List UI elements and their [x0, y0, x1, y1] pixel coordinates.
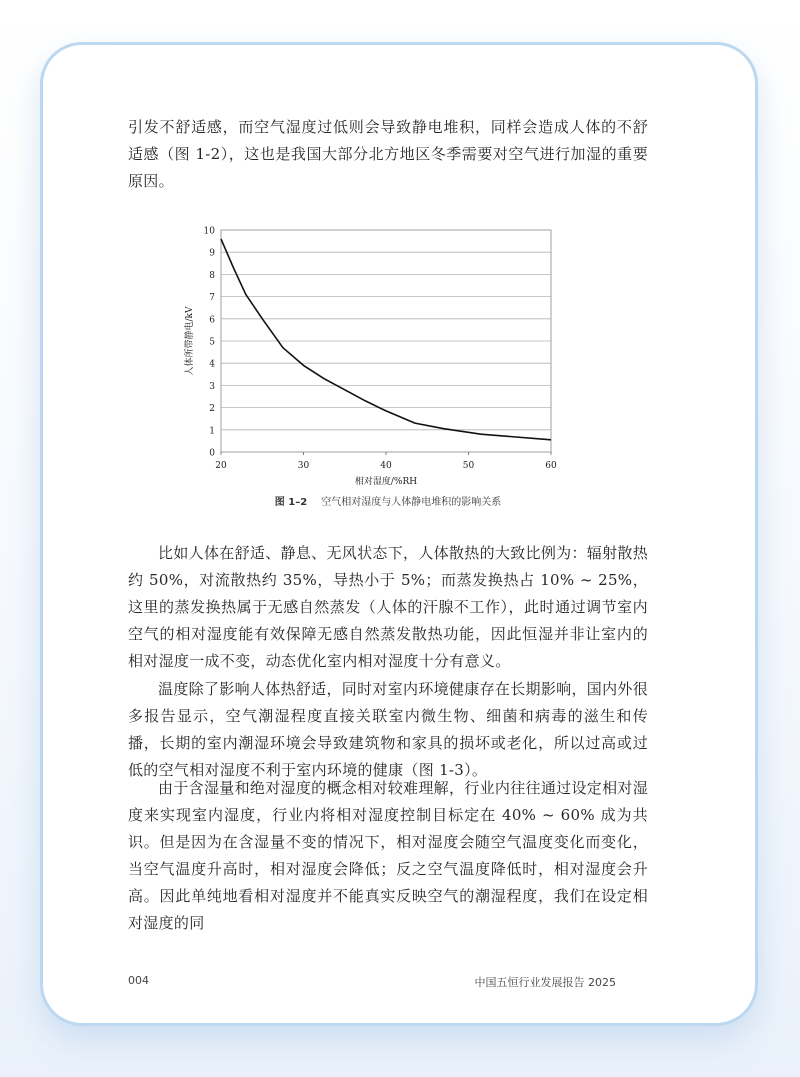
- x-tick-label-50: 50: [462, 461, 475, 471]
- paragraph-3: 温度除了影响人体热舒适，同时对室内环境健康存在长期影响，国内外很多报告显示，空气潮湿程度直接关联室内微生物、细菌和病毒的滋生和传播，长期的室内潮湿环境会导致建筑物和家具的损坏或老化，所以过高或过低的空气相对湿度不利于室内环境的健康（图 1-3）。: [128, 680, 648, 779]
- report-title: 中国五恒行业发展报告 2025: [474, 976, 616, 989]
- y-tick-label-10: 10: [203, 226, 215, 237]
- caption-number: 图 1–2: [274, 497, 308, 508]
- y-tick-label-8: 8: [209, 270, 215, 281]
- page-number: 004: [128, 974, 149, 987]
- x-tick-label-60: 60: [545, 461, 557, 471]
- figure-caption: [128, 493, 648, 508]
- y-axis-label: 人体所带静电/kV: [185, 306, 195, 376]
- y-tick-label-5: 5: [209, 337, 215, 348]
- figure-1-2: [180, 218, 580, 498]
- humidity-static-chart: [180, 218, 580, 498]
- paragraph-4: 由于含湿量和绝对湿度的概念相对较难理解，行业内往往通过设定相对湿度来实现室内湿度，行业内将相对湿度控制目标定在 40% ~ 60% 成为共识。但是因为在含湿量不变的情况下，相对湿度会随空气温度变化而变化，当空气温度升高时，相对湿度会降低；反之空气温度降低时，相对湿度会升高。因此单纯地看相对湿度并不能真实反映空气的潮湿程度，我们在设定相对湿度的同: [128, 779, 648, 932]
- y-tick-label-0: 0: [209, 448, 215, 459]
- y-tick-label-3: 3: [209, 381, 215, 392]
- caption-text: 空气相对湿度与人体静电堆积的影响关系: [321, 497, 502, 508]
- x-tick-label-40: 40: [380, 461, 392, 471]
- y-tick-label-7: 7: [209, 293, 215, 304]
- x-axis-label: 相对湿度/%RH: [354, 477, 418, 487]
- x-tick-label-20: 20: [215, 461, 227, 471]
- x-tick-label-30: 30: [297, 461, 310, 471]
- y-tick-label-1: 1: [209, 426, 215, 437]
- y-tick-label-4: 4: [209, 359, 215, 370]
- y-tick-label-2: 2: [209, 404, 215, 415]
- y-tick-label-6: 6: [209, 315, 215, 326]
- paragraph-2: 比如人体在舒适、静息、无风状态下，人体散热的大致比例为：辐射散热约 50%，对流散热约 35%，导热小于 5%；而蒸发换热占 10% ~ 25%，这里的蒸发换热属于无感自然蒸发（人体的汗腺不工作），此时通过调节室内空气的相对湿度能有效保障无感自然蒸发散热功能，因此恒湿并非让室内的相对湿度一成不变，动态优化室内相对湿度十分有意义。: [128, 544, 648, 670]
- y-tick-label-9: 9: [209, 248, 215, 259]
- paragraph-1: 引发不舒适感，而空气湿度过低则会导致静电堆积，同样会造成人体的不舒适感（图 1-2），这也是我国大部分北方地区冬季需要对空气进行加湿的重要原因。: [128, 118, 648, 190]
